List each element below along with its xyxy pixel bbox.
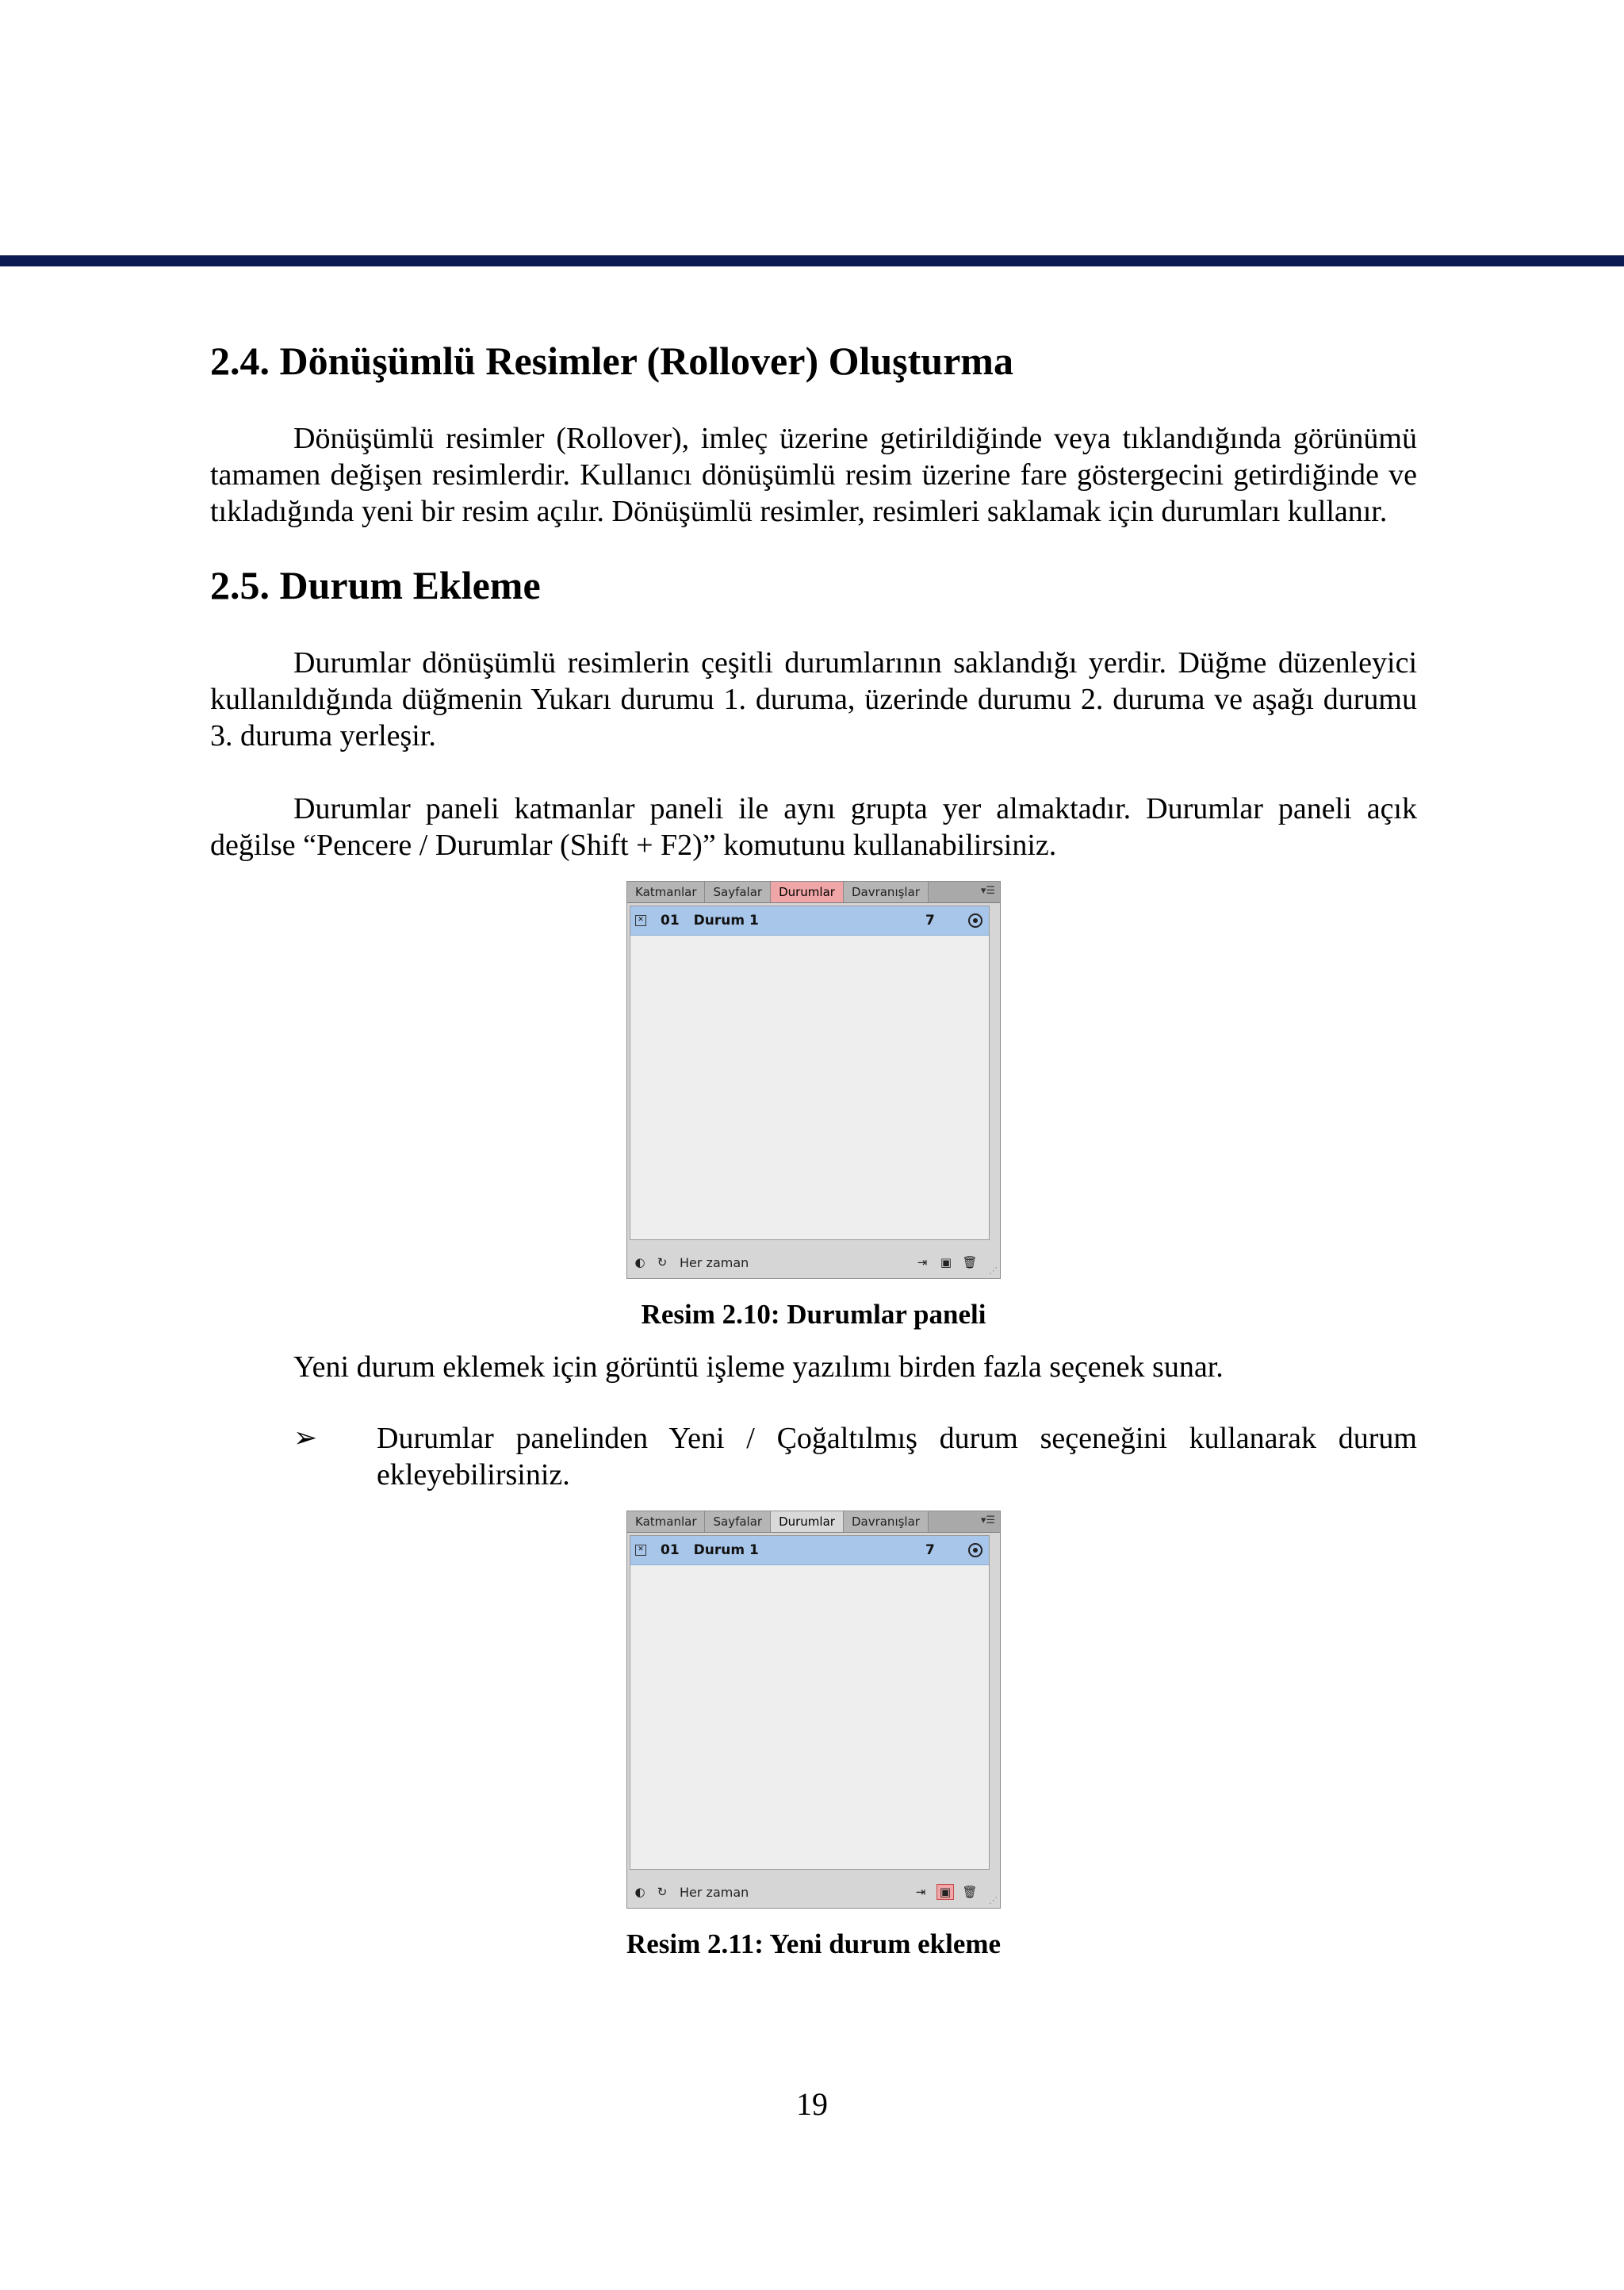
page-number: 19 bbox=[796, 2086, 828, 2122]
panel-menu-icon[interactable]: ▾☰ bbox=[980, 1515, 995, 1526]
paragraph-rollover: Dönüşümlü resimler (Rollover), imleç üzerine getirildiğinde veya tıklandığında görünümü tamamen değişen resimlerdir. Kullanıcı dönüşümlü resim üzerine fare göstergecini getirdiğinde ve tıkladığında yeni bir resim açılır. Dönüşümlü resimler, resimleri saklamak için durumları kullanır. bbox=[210, 422, 1417, 528]
state-icon: ✕ bbox=[635, 1545, 646, 1556]
onion-skin-icon[interactable]: ◐ bbox=[634, 1885, 645, 1899]
figure-durumlar-paneli bbox=[626, 881, 1001, 1279]
new-duplicate-state-icon[interactable]: ▣ bbox=[936, 1884, 954, 1900]
figure-caption-2: Resim 2.11: Yeni durum ekleme bbox=[626, 1928, 1002, 1959]
scrollbar[interactable] bbox=[991, 906, 998, 1239]
loop-icon[interactable] bbox=[968, 913, 982, 928]
state-name: Durum 1 bbox=[693, 1542, 759, 1558]
panel-menu-icon[interactable]: ▾☰ bbox=[980, 885, 995, 897]
states-panel bbox=[626, 881, 1001, 1279]
header-band bbox=[0, 255, 1624, 266]
loop-toggle-icon[interactable]: ↻ bbox=[657, 1885, 668, 1899]
states-list bbox=[630, 1535, 990, 1870]
state-delay: 7 bbox=[925, 913, 935, 929]
tab-davranislar[interactable]: Davranışlar bbox=[844, 882, 929, 902]
onion-skin-icon[interactable]: ◐ bbox=[634, 1255, 645, 1269]
trash-icon[interactable]: 🗑 bbox=[962, 1255, 978, 1269]
panel-tab-bar bbox=[627, 1511, 1000, 1533]
states-panel bbox=[626, 1511, 1001, 1909]
section-heading-rollover: 2.4. Dönüşümlü Resimler (Rollover) Oluşturma bbox=[210, 339, 1013, 383]
tab-katmanlar[interactable]: Katmanlar bbox=[627, 882, 705, 902]
tab-durumlar[interactable]: Durumlar bbox=[771, 882, 844, 902]
distribute-to-states-icon[interactable]: ⇥ bbox=[915, 1885, 926, 1899]
bullet-text: Durumlar panelinden Yeni / Çoğaltılmış durum seçeneğini kullanarak durum ekleyebilirsiniz. bbox=[377, 1422, 1417, 1492]
new-duplicate-state-icon[interactable]: ▣ bbox=[940, 1255, 952, 1269]
state-row[interactable] bbox=[630, 906, 989, 936]
paragraph-durumlar-panel: Durumlar paneli katmanlar paneli ile aynı grupta yer almaktadır. Durumlar paneli açık değilse “Pencere / Durumlar (Shift + F2)” komutunu kullanabilirsiniz. bbox=[210, 792, 1417, 862]
loop-icon[interactable] bbox=[968, 1543, 982, 1557]
tab-katmanlar[interactable]: Katmanlar bbox=[627, 1511, 705, 1532]
section-heading-durum-ekleme: 2.5. Durum Ekleme bbox=[210, 563, 541, 607]
loop-setting-label[interactable]: Her zaman bbox=[680, 1254, 749, 1270]
panel-tab-bar bbox=[627, 882, 1000, 903]
states-list bbox=[630, 906, 990, 1240]
state-number: 01 bbox=[661, 913, 680, 929]
panel-footer bbox=[627, 1246, 1000, 1278]
tab-davranislar[interactable]: Davranışlar bbox=[844, 1511, 929, 1532]
paragraph-yeni-durum: Yeni durum eklemek için görüntü işleme yazılımı birden fazla seçenek sunar. bbox=[293, 1350, 1224, 1384]
state-delay: 7 bbox=[925, 1542, 935, 1558]
bullet-item bbox=[210, 1420, 1417, 1493]
panel-footer bbox=[627, 1876, 1000, 1908]
state-number: 01 bbox=[661, 1542, 680, 1558]
figure-yeni-durum-ekleme bbox=[626, 1511, 1001, 1909]
state-row[interactable] bbox=[630, 1536, 989, 1565]
figure-caption-1: Resim 2.10: Durumlar paneli bbox=[641, 1299, 986, 1330]
state-name: Durum 1 bbox=[693, 913, 759, 929]
scrollbar[interactable] bbox=[991, 1535, 998, 1868]
resize-grip-icon[interactable]: ⋰ bbox=[989, 1266, 998, 1276]
tab-sayfalar[interactable]: Sayfalar bbox=[705, 1511, 771, 1532]
loop-setting-label[interactable]: Her zaman bbox=[680, 1884, 749, 1900]
document-content bbox=[210, 317, 1417, 1963]
paragraph-durumlar: Durumlar dönüşümlü resimlerin çeşitli durumlarının saklandığı yerdir. Düğme düzenleyici kullanıldığında düğmenin Yukarı durumu 1. duruma, üzerinde durumu 2. duruma ve aşağı durumu 3. duruma yerleşir. bbox=[210, 646, 1417, 752]
arrow-bullet-icon: ➢ bbox=[293, 1422, 318, 1454]
state-icon: ✕ bbox=[635, 915, 646, 926]
tab-sayfalar[interactable]: Sayfalar bbox=[705, 882, 771, 902]
loop-toggle-icon[interactable]: ↻ bbox=[657, 1255, 668, 1269]
distribute-to-states-icon[interactable]: ⇥ bbox=[917, 1255, 928, 1269]
resize-grip-icon[interactable]: ⋰ bbox=[989, 1895, 998, 1905]
trash-icon[interactable]: 🗑 bbox=[962, 1885, 978, 1899]
tab-durumlar[interactable]: Durumlar bbox=[771, 1511, 844, 1532]
